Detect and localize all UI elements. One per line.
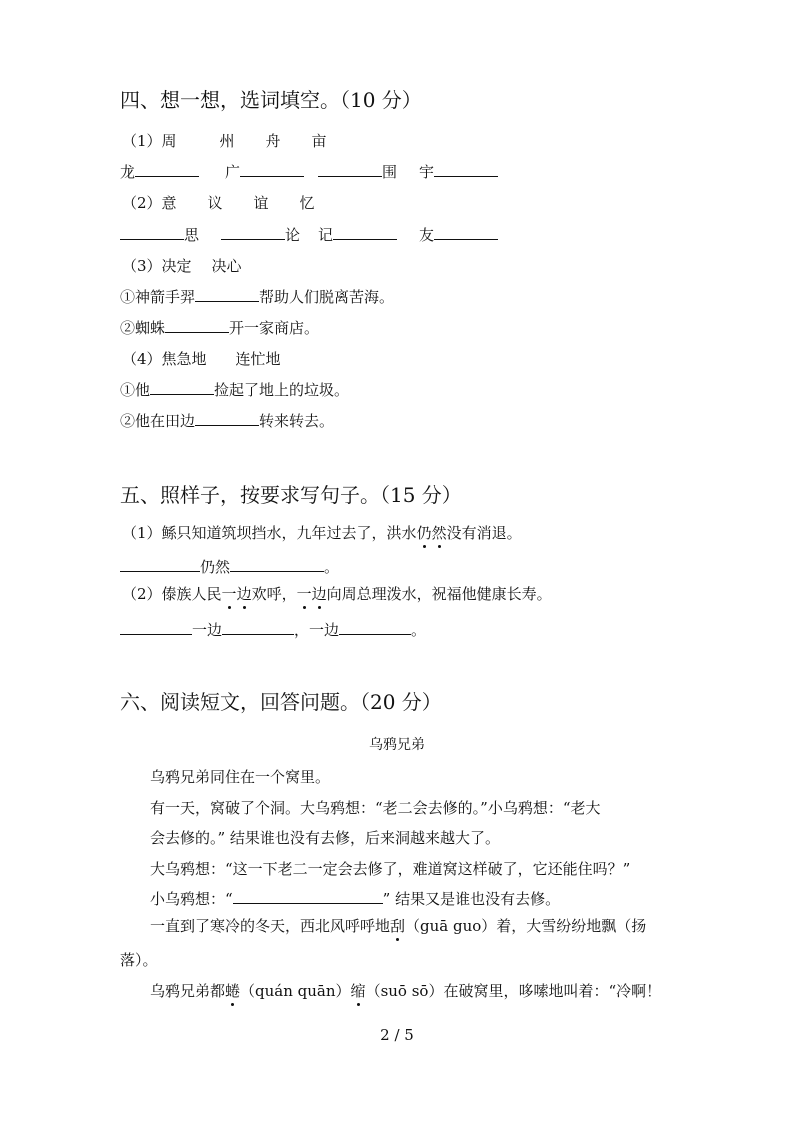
key-char: 刮 — [390, 917, 406, 935]
fill-char: 宇 — [419, 163, 435, 181]
sentence-text: 向周总理泼水，祝福他健康长寿。 — [326, 585, 552, 603]
sentence-text: ①神箭手羿 — [120, 288, 196, 306]
fill-char: 围 — [382, 163, 398, 181]
sentence-text: （2）傣族人民 — [122, 585, 222, 603]
group-3-sentence-1 — [120, 287, 394, 307]
sentence-text: 仍然 — [200, 558, 231, 576]
sentence-text: 转来转去。 — [259, 412, 335, 430]
sentence-text: 一直到了寒冷的冬天，西北风呼呼地 — [150, 917, 391, 935]
group-4-words — [122, 349, 281, 369]
answer-blank[interactable] — [318, 162, 382, 177]
group-4-label: （4） — [122, 350, 162, 368]
sentence-text: 。 — [411, 621, 427, 639]
answer-blank[interactable] — [195, 411, 259, 426]
answer-blank[interactable] — [221, 225, 285, 240]
sentence-text: ①他 — [120, 381, 151, 399]
group-2-label: （2） — [122, 194, 162, 212]
answer-blank[interactable] — [339, 620, 411, 635]
answer-blank[interactable] — [222, 620, 294, 635]
fill-char: 记 — [318, 226, 334, 244]
example-2 — [122, 584, 552, 604]
sentence-text: （1）鲧只知道筑坝挡水，九年过去了，洪水 — [122, 524, 417, 542]
answer-blank[interactable] — [195, 287, 259, 302]
sentence-text: 欢呼， — [251, 585, 297, 603]
word-option: 忆 — [299, 194, 315, 212]
group-2-words — [122, 193, 315, 213]
word-option: 连忙地 — [235, 350, 281, 368]
sentence-text: ，一边 — [294, 621, 340, 639]
word-option: 谊 — [253, 194, 269, 212]
word-option: 舟 — [265, 132, 281, 150]
word-option: 亩 — [311, 132, 327, 150]
word-option: 焦急地 — [161, 350, 207, 368]
answer-blank[interactable] — [434, 162, 498, 177]
sentence-text: 一边 — [192, 621, 223, 639]
answer-blank[interactable] — [240, 162, 304, 177]
answer-blank[interactable] — [233, 889, 383, 904]
sentence-text: 乌鸦兄弟都 — [150, 982, 226, 1000]
group-4-sentence-2 — [120, 411, 334, 431]
answer-blank[interactable] — [434, 225, 498, 240]
group-1-words — [122, 131, 327, 151]
story-paragraph: 乌鸦兄弟同住在一个窝里。 — [150, 768, 331, 786]
sentence-text: ②他在田边 — [120, 412, 196, 430]
story-paragraph — [150, 981, 661, 1001]
sentence-text: ” 结果又是谁也没有去修。 — [382, 890, 561, 908]
example-1-fill — [120, 557, 339, 577]
group-3-words — [122, 256, 242, 276]
sentence-text: 帮助人们脱离苦海。 — [259, 288, 395, 306]
word-option: 周 — [161, 132, 177, 150]
key-char: 缩 — [350, 982, 366, 1000]
key-char: 蜷 — [225, 982, 241, 1000]
word-option: 州 — [219, 132, 235, 150]
page-number: 2 / 5 — [380, 1026, 414, 1044]
fill-char: 思 — [184, 226, 200, 244]
key-char: 仍 — [416, 524, 432, 542]
sentence-text: 小乌鸦想：“ — [150, 890, 233, 908]
sentence-text: 。 — [324, 558, 340, 576]
word-option: 决定 — [161, 257, 192, 275]
story-paragraph: 落）。 — [120, 951, 158, 969]
word-option: 意 — [161, 194, 177, 212]
story-paragraph-blank — [150, 889, 560, 909]
key-char: 然 — [431, 524, 447, 542]
answer-blank[interactable] — [135, 162, 199, 177]
group-3-sentence-2 — [120, 318, 319, 338]
group-3-label: （3） — [122, 257, 162, 275]
answer-blank[interactable] — [165, 318, 229, 333]
answer-blank[interactable] — [230, 557, 324, 572]
story-paragraph: 会去修的。” 结果谁也没有去修，后来洞越来越大了。 — [150, 829, 500, 847]
answer-blank[interactable] — [150, 380, 214, 395]
group-1-label: （1） — [122, 132, 162, 150]
answer-blank[interactable] — [120, 620, 192, 635]
sentence-text: （suō sō）在破窝里，哆嗦地叫着：“冷啊！ — [365, 982, 662, 1000]
section-6-heading: 六、阅读短文，回答问题。（20 分） — [120, 690, 442, 714]
answer-blank[interactable] — [120, 557, 200, 572]
word-option: 决心 — [211, 257, 242, 275]
sentence-text: 开一家商店。 — [229, 319, 320, 337]
section-4-heading: 四、想一想，选词填空。（10 分） — [120, 88, 422, 112]
sentence-text: 没有消退。 — [446, 524, 522, 542]
answer-blank[interactable] — [120, 225, 184, 240]
fill-char: 论 — [285, 226, 301, 244]
sentence-text: （quán quān） — [240, 982, 351, 1000]
fill-char: 龙 — [120, 163, 136, 181]
example-1 — [122, 523, 522, 543]
sentence-text: 捡起了地上的垃圾。 — [214, 381, 350, 399]
key-char: 一 — [296, 585, 312, 603]
word-option: 议 — [207, 194, 223, 212]
key-char: 一 — [221, 585, 237, 603]
key-char: 边 — [311, 585, 327, 603]
section-5-heading: 五、照样子，按要求写句子。（15 分） — [120, 483, 462, 507]
fill-char: 广 — [225, 163, 241, 181]
answer-blank[interactable] — [333, 225, 397, 240]
group-1-fill — [120, 162, 498, 182]
group-2-fill — [120, 225, 498, 245]
example-2-fill — [120, 620, 426, 640]
sentence-text: （guā guo）着，大雪纷纷地飘（扬 — [405, 917, 647, 935]
story-paragraph: 大乌鸦想：“这一下老二一定会去修了，难道窝这样破了，它还能住吗？” — [150, 860, 631, 878]
story-paragraph: 有一天，窝破了个洞。大乌鸦想：“老二会去修的。”小乌鸦想：“老大 — [150, 799, 601, 817]
sentence-text: ②蜘蛛 — [120, 319, 166, 337]
fill-char: 友 — [419, 226, 435, 244]
key-char: 边 — [236, 585, 252, 603]
group-4-sentence-1 — [120, 380, 349, 400]
story-paragraph — [150, 916, 646, 936]
story-title: 乌鸦兄弟 — [369, 737, 425, 753]
